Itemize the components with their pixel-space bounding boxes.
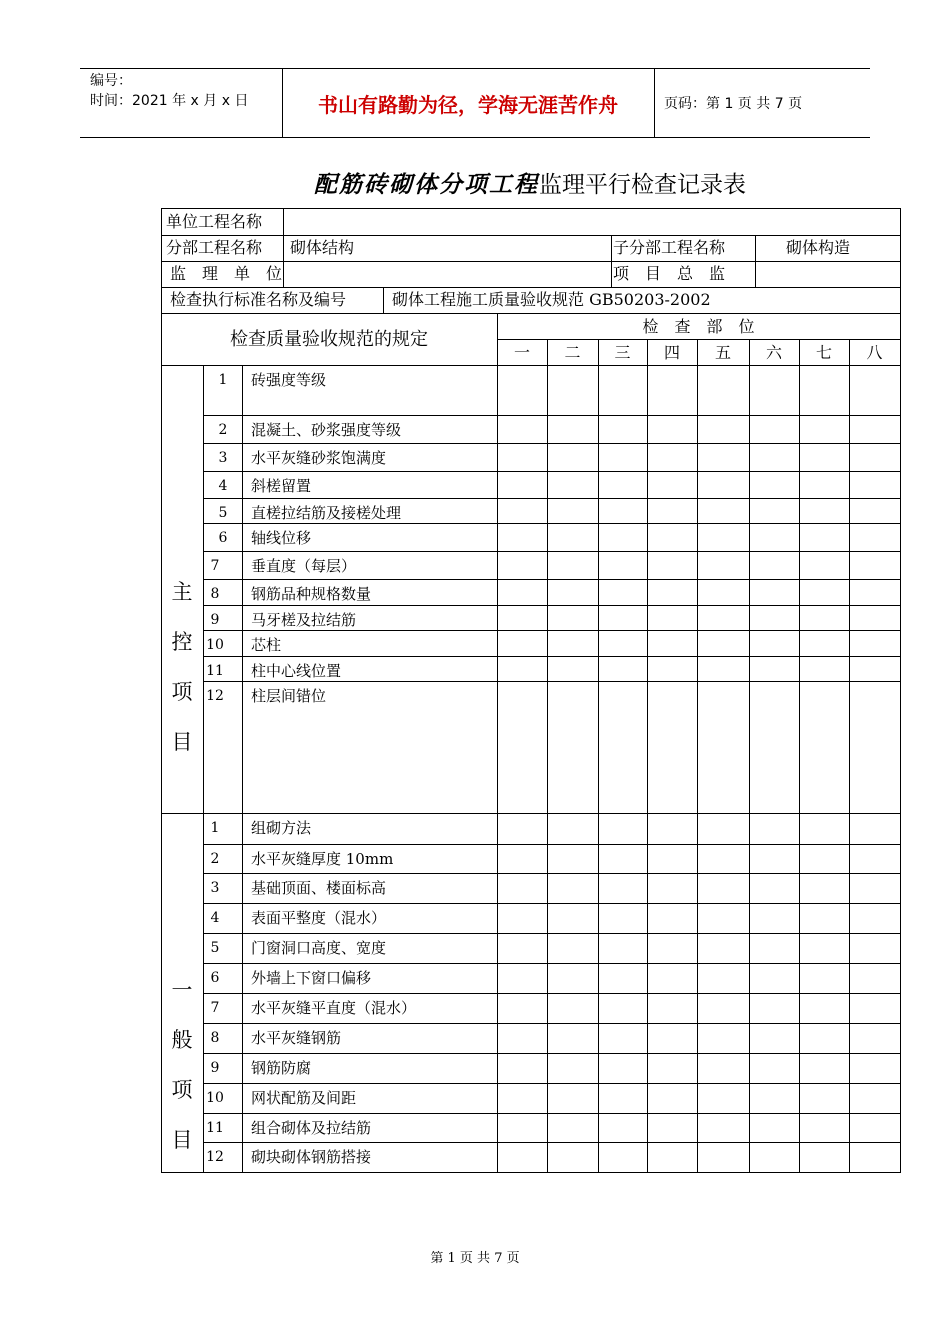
grid-line (697, 365, 698, 1172)
chief-label: 项 目 总 监 (613, 264, 726, 283)
grid-line (203, 903, 901, 904)
main-item-text: 垂直度（每层） (251, 557, 357, 575)
part-column-3: 三 (614, 343, 631, 362)
main-item-text: 混凝土、砂浆强度等级 (251, 421, 402, 439)
main-group-label: 控 (171, 630, 193, 654)
grid-line (161, 261, 901, 262)
spec-header: 检查质量验收规范的规定 (230, 329, 428, 350)
general-item-text: 钢筋防腐 (251, 1059, 312, 1077)
general-item-text: 水平灰缝平直度（混水） (251, 999, 417, 1017)
grid-line (203, 605, 901, 606)
general-item-text: 门窗洞口高度、宽度 (251, 939, 387, 957)
main-item-text: 柱中心线位置 (251, 662, 342, 680)
child-project-label: 子分部工程名称 (613, 238, 726, 257)
header-page-label: 页码：第 1 页 共 7 页 (664, 96, 803, 112)
general-item-text: 水平灰缝钢筋 (251, 1029, 342, 1047)
general-item-number: 9 (210, 1060, 220, 1076)
grid-line (203, 443, 901, 444)
page-footer: 第 1 页 共 7 页 (430, 1251, 520, 1266)
grid-line (497, 339, 901, 340)
header-motto: 书山有路勤为径，学海无涯苦作舟 (318, 92, 618, 117)
grid-line (203, 551, 901, 552)
general-item-text: 网状配筋及间距 (251, 1089, 357, 1107)
grid-line (283, 208, 284, 287)
grid-line (547, 365, 548, 1172)
general-item-number: 12 (206, 1149, 224, 1165)
main-item-number: 2 (218, 422, 228, 438)
grid-line (203, 1083, 901, 1084)
part-column-5: 五 (714, 343, 731, 362)
title-rest: 监理平行检查记录表 (539, 172, 746, 198)
general-group-label: 项 (171, 1078, 193, 1102)
grid-line (203, 523, 901, 524)
grid-line (161, 235, 901, 236)
grid-line (749, 365, 750, 1172)
part-column-7: 七 (815, 343, 832, 362)
grid-line (203, 1053, 901, 1054)
grid-line (203, 656, 901, 657)
main-item-number: 1 (218, 372, 228, 388)
grid-line (203, 1113, 901, 1114)
main-item-number: 6 (218, 530, 228, 546)
sub-project-label: 分部工程名称 (166, 238, 263, 257)
grid-line (203, 471, 901, 472)
general-item-text: 外墙上下窗口偏移 (251, 969, 372, 987)
grid-line (203, 365, 204, 1172)
general-item-number: 6 (210, 970, 220, 986)
main-item-number: 3 (218, 450, 228, 466)
child-project-value: 砌体构造 (786, 238, 851, 257)
grid-line (203, 630, 901, 631)
general-item-number: 11 (206, 1120, 224, 1136)
general-item-text: 组合砌体及拉结筋 (251, 1119, 372, 1137)
general-group-label: 目 (171, 1128, 193, 1152)
grid-line (849, 365, 850, 1172)
grid-line (647, 365, 648, 1172)
main-item-text: 钢筋品种规格数量 (251, 585, 372, 603)
main-item-text: 直槎拉结筋及接槎处理 (251, 504, 402, 522)
grid-line (611, 235, 612, 287)
grid-line (598, 365, 599, 1172)
grid-line (497, 365, 498, 1172)
main-group-label: 项 (171, 680, 193, 704)
part-column-2: 二 (564, 343, 581, 362)
main-item-number: 8 (210, 586, 220, 602)
general-item-text: 砌块砌体钢筋搭接 (251, 1148, 372, 1166)
grid-line (203, 415, 901, 416)
grid-line (203, 963, 901, 964)
general-item-number: 2 (210, 851, 220, 867)
main-item-number: 5 (218, 505, 228, 521)
grid-line (203, 993, 901, 994)
main-item-number: 7 (210, 558, 220, 574)
general-item-number: 8 (210, 1030, 220, 1046)
general-item-number: 3 (210, 880, 220, 896)
grid-line (203, 579, 901, 580)
code-label: 编号： (90, 73, 132, 89)
general-item-number: 4 (210, 910, 220, 926)
parts-header: 检 查 部 位 (642, 317, 755, 336)
table-border (161, 208, 162, 1172)
general-item-text: 组砌方法 (251, 819, 312, 837)
part-column-4: 四 (663, 343, 680, 362)
title-art: 配筋砖砌体分项工程 (314, 171, 539, 198)
main-item-number: 10 (206, 637, 224, 653)
general-group-label: 般 (171, 1028, 193, 1052)
part-column-8: 八 (866, 343, 883, 362)
main-item-text: 轴线位移 (251, 529, 312, 547)
grid-line (203, 498, 901, 499)
main-item-text: 柱层间错位 (251, 687, 327, 705)
grid-line (161, 365, 901, 366)
table-border (900, 208, 901, 1172)
grid-line (203, 681, 901, 682)
grid-line (799, 365, 800, 1172)
unit-project-label: 单位工程名称 (166, 212, 263, 231)
grid-line (161, 208, 901, 209)
time-label: 时间：2021 年 x 月 x 日 (90, 93, 249, 109)
grid-line (203, 873, 901, 874)
grid-line (203, 1023, 901, 1024)
main-item-number: 9 (210, 612, 220, 628)
main-item-number: 12 (206, 688, 224, 704)
general-item-number: 7 (210, 1000, 220, 1016)
general-item-number: 5 (210, 940, 220, 956)
general-item-number: 1 (210, 820, 220, 836)
sub-project-value: 砌体结构 (290, 238, 355, 257)
general-group-label: 一 (171, 978, 193, 1002)
main-item-text: 斜槎留置 (251, 477, 312, 495)
general-item-text: 水平灰缝厚度 10mm (251, 850, 394, 868)
general-item-text: 表面平整度（混水） (251, 909, 387, 927)
grid-line (242, 365, 243, 1172)
grid-line (161, 313, 901, 314)
grid-line (203, 933, 901, 934)
main-item-text: 砖强度等级 (251, 371, 327, 389)
grid-line (161, 1172, 901, 1173)
part-column-6: 六 (765, 343, 782, 362)
main-group-label: 主 (171, 580, 193, 604)
supervisor-unit-label: 监 理 单 位 (170, 264, 283, 283)
main-item-number: 11 (206, 663, 224, 679)
main-item-number: 4 (218, 478, 228, 494)
main-item-text: 马牙槎及拉结筋 (251, 611, 357, 629)
part-column-1: 一 (513, 343, 530, 362)
standard-label: 检查执行标准名称及编号 (170, 290, 347, 309)
grid-line (755, 235, 756, 287)
main-item-text: 芯柱 (251, 636, 282, 654)
grid-line (383, 287, 384, 313)
grid-line (203, 844, 901, 845)
grid-line (161, 287, 901, 288)
grid-line (203, 1142, 901, 1143)
main-item-text: 水平灰缝砂浆饱满度 (251, 449, 387, 467)
main-group-label: 目 (171, 730, 193, 754)
general-item-text: 基础顶面、楼面标高 (251, 879, 387, 897)
grid-line (161, 813, 901, 814)
general-item-number: 10 (206, 1090, 224, 1106)
standard-value: 砌体工程施工质量验收规范 GB50203-2002 (392, 290, 711, 309)
